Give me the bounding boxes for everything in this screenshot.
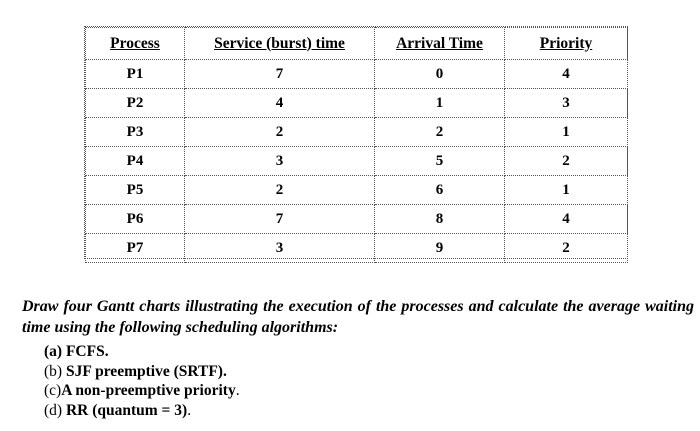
header-process: Process [86,28,185,60]
item-text: SJF preemptive (SRTF). [65,362,227,380]
cell-priority: 1 [505,118,628,147]
cell-arrival-time: 2 [375,118,505,147]
cell-service-time: 3 [185,147,375,176]
instruction-text: Draw four Gantt charts illustrating the execution of the processes and calculate the average waiting time using the following scheduling algorithms: [22,298,694,336]
item-text: RR (quantum = 3) [65,401,188,419]
item-text: FCFS. [65,343,109,360]
table-row [86,234,628,263]
table-row [86,89,628,118]
table-row [86,176,628,205]
item-suffix: . [235,382,240,399]
cell-process: P5 [86,176,185,205]
cell-arrival-time: 9 [375,234,505,263]
cell-priority: 4 [505,60,628,89]
cell-arrival-time: 1 [375,89,505,118]
cell-service-time: 4 [185,89,375,118]
cell-arrival-time: 0 [375,60,505,89]
table-row [86,118,628,147]
list-item [44,401,240,421]
cell-process: P4 [86,147,185,176]
item-label: (d) [44,401,63,419]
cell-service-time: 2 [185,176,375,205]
cell-service-time: 7 [185,205,375,234]
process-table [85,27,628,263]
header-priority: Priority [505,28,628,60]
table-row [86,147,628,176]
table-header-row [86,28,628,60]
cell-arrival-time: 6 [375,176,505,205]
item-suffix: . [187,401,192,419]
list-item [44,381,240,401]
cell-process: P3 [86,118,185,147]
cell-priority: 3 [505,89,628,118]
item-label: (c) [44,382,62,399]
cell-process: P6 [86,205,185,234]
header-service-time: Service (burst) time [185,28,375,60]
cell-service-time: 2 [185,118,375,147]
cell-arrival-time: 8 [375,205,505,234]
list-item [44,362,240,382]
item-text: A non-preemptive priority [61,382,236,399]
cell-priority: 2 [505,147,628,176]
cell-service-time: 7 [185,60,375,89]
item-label: (a) [44,343,63,360]
table-row [86,60,628,89]
list-item [44,342,240,362]
cell-priority: 2 [505,234,628,263]
cell-priority: 1 [505,176,628,205]
cell-process: P7 [86,234,185,263]
cell-arrival-time: 5 [375,147,505,176]
cell-priority: 4 [505,205,628,234]
item-label: (b) [44,362,63,380]
cell-service-time: 3 [185,234,375,263]
header-arrival-time: Arrival Time [375,28,505,60]
cell-process: P1 [86,60,185,89]
cell-process: P2 [86,89,185,118]
table-row [86,205,628,234]
algorithm-list [44,342,240,420]
